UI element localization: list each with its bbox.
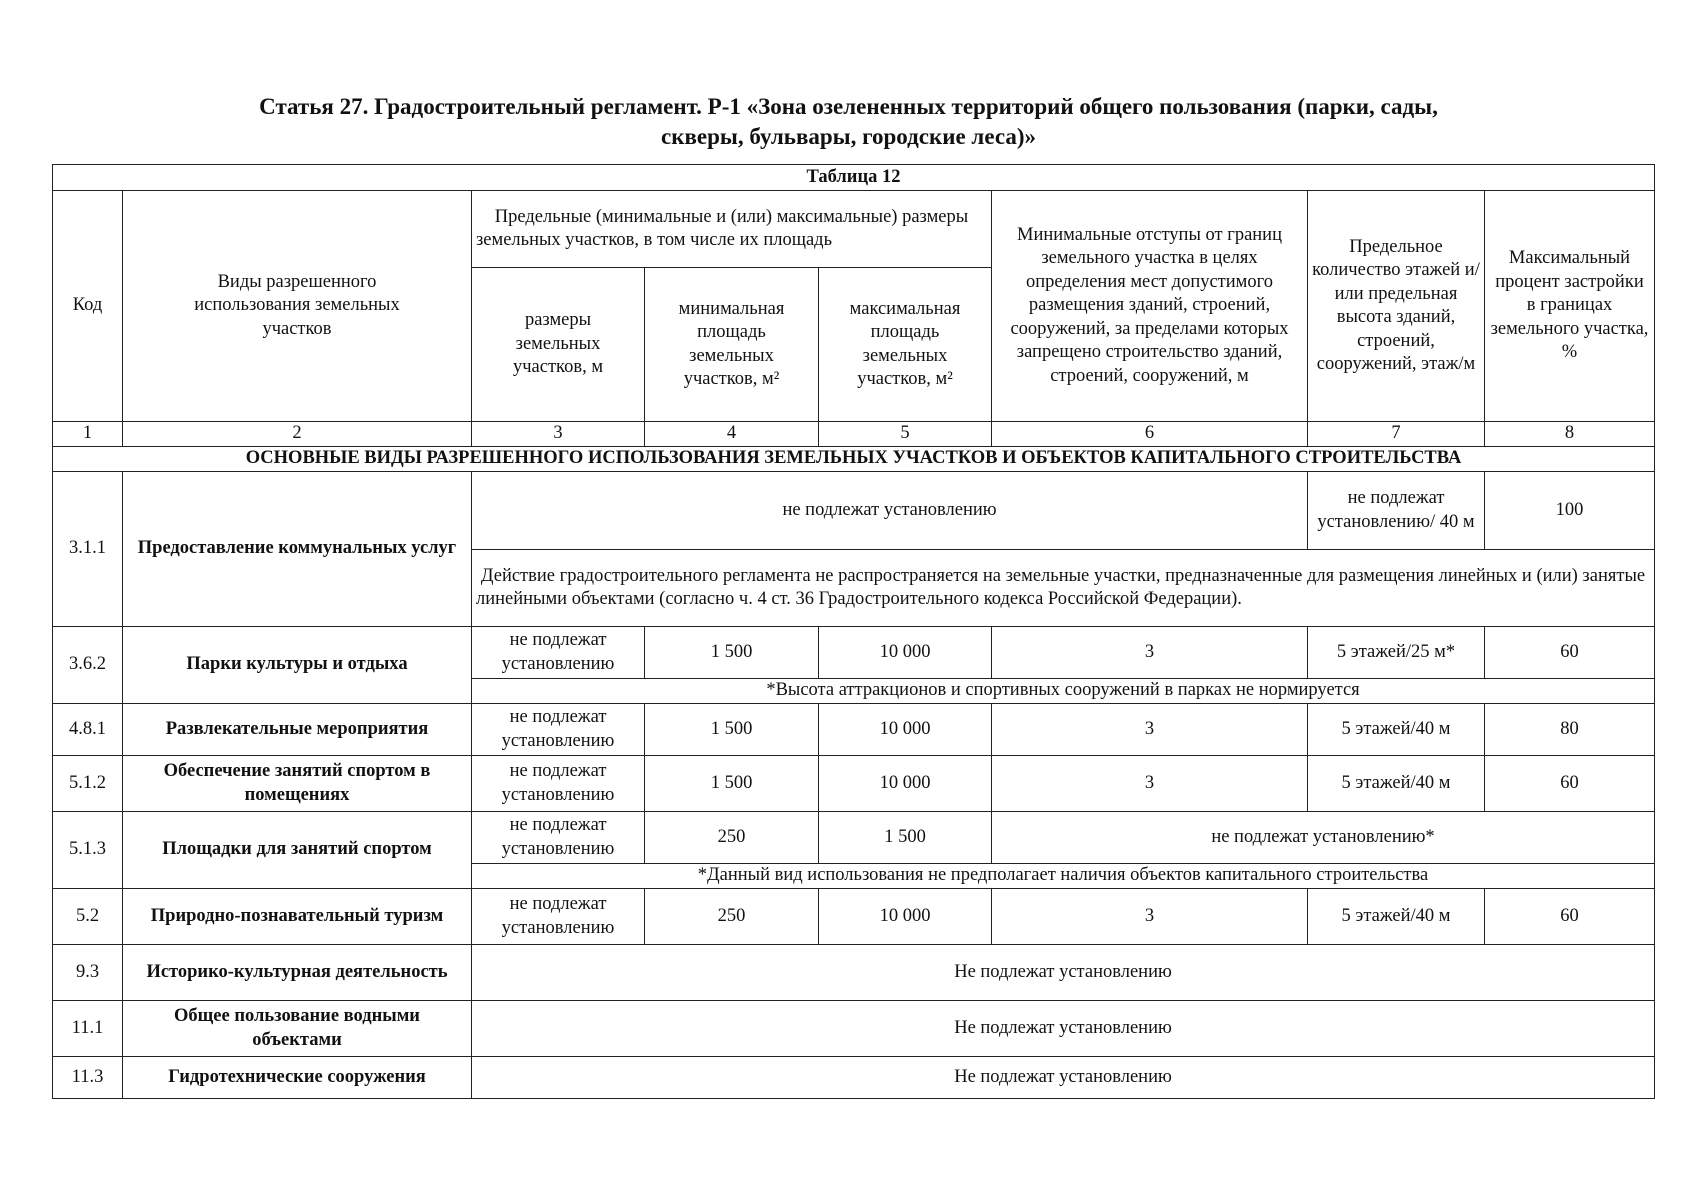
header-plot-limits: Предельные (минимальные и (или) максимальные) размеры земельных участков, в том числе их площадь xyxy=(472,191,992,268)
row-merged-value: не подлежат установлению xyxy=(472,472,1308,550)
column-number: 3 xyxy=(472,422,645,447)
column-number: 4 xyxy=(645,422,819,447)
row-code: 3.6.2 xyxy=(53,627,123,704)
row-use-kind: Обеспечение занятий спортом в помещениях xyxy=(123,756,472,812)
row-code: 11.3 xyxy=(53,1057,123,1099)
row-min-area: 250 xyxy=(645,889,819,945)
row-floors: 5 этажей/40 м xyxy=(1308,704,1485,756)
row-use-kind: Общее пользование водными объектами xyxy=(123,1001,472,1057)
row-coverage: 60 xyxy=(1485,756,1655,812)
table-row xyxy=(53,704,1655,756)
table-row xyxy=(53,472,1655,550)
row-min-area: 1 500 xyxy=(645,627,819,679)
row-code: 9.3 xyxy=(53,945,123,1001)
row-plot-size: не подлежат установлению xyxy=(472,704,645,756)
table-row xyxy=(53,756,1655,812)
column-number: 5 xyxy=(819,422,992,447)
column-number: 6 xyxy=(992,422,1308,447)
row-max-area: 1 500 xyxy=(819,812,992,864)
table-row xyxy=(53,889,1655,945)
row-plot-size: не подлежат установлению xyxy=(472,812,645,864)
table-row xyxy=(53,945,1655,1001)
row-note: *Данный вид использования не предполагает наличия объектов капитального строительства xyxy=(472,864,1655,889)
column-number: 2 xyxy=(123,422,472,447)
row-use-kind: Развлекательные мероприятия xyxy=(123,704,472,756)
row-merged-value: не подлежат установлению* xyxy=(992,812,1655,864)
header-setback: Минимальные отступы от границ земельного участка в целях определения мест допустимого размещения зданий, строений, сооружений, за пределами которых запрещено строительство зданий, строений, сооружений, м xyxy=(992,191,1308,422)
page-title xyxy=(60,92,1637,152)
row-floors: 5 этажей/40 м xyxy=(1308,756,1485,812)
header-coverage: Максимальный процент застройки в границах земельного участка, % xyxy=(1485,191,1655,422)
row-coverage: 80 xyxy=(1485,704,1655,756)
header-floors: Предельное количество этажей и/или предельная высота зданий, строений, сооружений, этаж/м xyxy=(1308,191,1485,422)
column-number: 8 xyxy=(1485,422,1655,447)
column-number: 7 xyxy=(1308,422,1485,447)
row-min-area: 1 500 xyxy=(645,756,819,812)
row-code: 3.1.1 xyxy=(53,472,123,627)
regulation-table xyxy=(52,164,1655,1099)
row-merged-value: Не подлежат установлению xyxy=(472,945,1655,1001)
row-plot-size: не подлежат установлению xyxy=(472,889,645,945)
section-heading: ОСНОВНЫЕ ВИДЫ РАЗРЕШЕННОГО ИСПОЛЬЗОВАНИЯ ЗЕМЕЛЬНЫХ УЧАСТКОВ И ОБЪЕКТОВ КАПИТАЛЬНОГО СТРОИТЕЛЬСТВА xyxy=(53,447,1655,472)
row-setback: 3 xyxy=(992,889,1308,945)
row-use-kind: Историко-культурная деятельность xyxy=(123,945,472,1001)
header-plot-size: размеры земельных участков, м xyxy=(472,268,645,422)
row-coverage: 60 xyxy=(1485,889,1655,945)
row-use-kind: Предоставление коммунальных услуг xyxy=(123,472,472,627)
row-max-area: 10 000 xyxy=(819,627,992,679)
row-floors: 5 этажей/40 м xyxy=(1308,889,1485,945)
row-plot-size: не подлежат установлению xyxy=(472,756,645,812)
row-use-kind: Площадки для занятий спортом xyxy=(123,812,472,889)
row-floors: не подлежат установлению/ 40 м xyxy=(1308,472,1485,550)
row-code: 5.1.2 xyxy=(53,756,123,812)
row-note: *Высота аттракционов и спортивных сооружений в парках не нормируется xyxy=(472,679,1655,704)
table-row xyxy=(53,1001,1655,1057)
row-coverage: 100 xyxy=(1485,472,1655,550)
header-code: Код xyxy=(53,191,123,422)
row-min-area: 250 xyxy=(645,812,819,864)
row-code: 5.1.3 xyxy=(53,812,123,889)
row-plot-size: не подлежат установлению xyxy=(472,627,645,679)
row-use-kind: Природно-познавательный туризм xyxy=(123,889,472,945)
row-merged-value: Не подлежат установлению xyxy=(472,1001,1655,1057)
row-setback: 3 xyxy=(992,756,1308,812)
row-floors: 5 этажей/25 м* xyxy=(1308,627,1485,679)
row-code: 5.2 xyxy=(53,889,123,945)
page-title-line-2: скверы, бульвары, городские леса)» xyxy=(661,124,1036,149)
header-max-area: максимальная площадь земельных участков, м² xyxy=(819,268,992,422)
row-min-area: 1 500 xyxy=(645,704,819,756)
row-use-kind: Парки культуры и отдыха xyxy=(123,627,472,704)
row-note: Действие градостроительного регламента не распространяется на земельные участки, предназначенные для размещения линейных и (или) занятые линейными объектами (согласно ч. 4 ст. 36 Градостроительного кодекса Российской Федерации). xyxy=(472,550,1655,627)
header-kind: Виды разрешенного использования земельных участков xyxy=(123,191,472,422)
table-row xyxy=(53,1057,1655,1099)
row-max-area: 10 000 xyxy=(819,889,992,945)
table-row xyxy=(53,627,1655,679)
page-title-line-1: Статья 27. Градостроительный регламент. Р-1 «Зона озелененных территорий общего пользования (парки, сады, xyxy=(259,94,1438,119)
row-coverage: 60 xyxy=(1485,627,1655,679)
row-max-area: 10 000 xyxy=(819,756,992,812)
column-number: 1 xyxy=(53,422,123,447)
table-row xyxy=(53,812,1655,864)
row-code: 4.8.1 xyxy=(53,704,123,756)
row-use-kind: Гидротехнические сооружения xyxy=(123,1057,472,1099)
row-setback: 3 xyxy=(992,704,1308,756)
table-number: Таблица 12 xyxy=(53,165,1655,191)
header-min-area: минимальная площадь земельных участков, м² xyxy=(645,268,819,422)
row-max-area: 10 000 xyxy=(819,704,992,756)
row-merged-value: Не подлежат установлению xyxy=(472,1057,1655,1099)
column-numbers-row xyxy=(53,422,1655,447)
row-setback: 3 xyxy=(992,627,1308,679)
row-code: 11.1 xyxy=(53,1001,123,1057)
